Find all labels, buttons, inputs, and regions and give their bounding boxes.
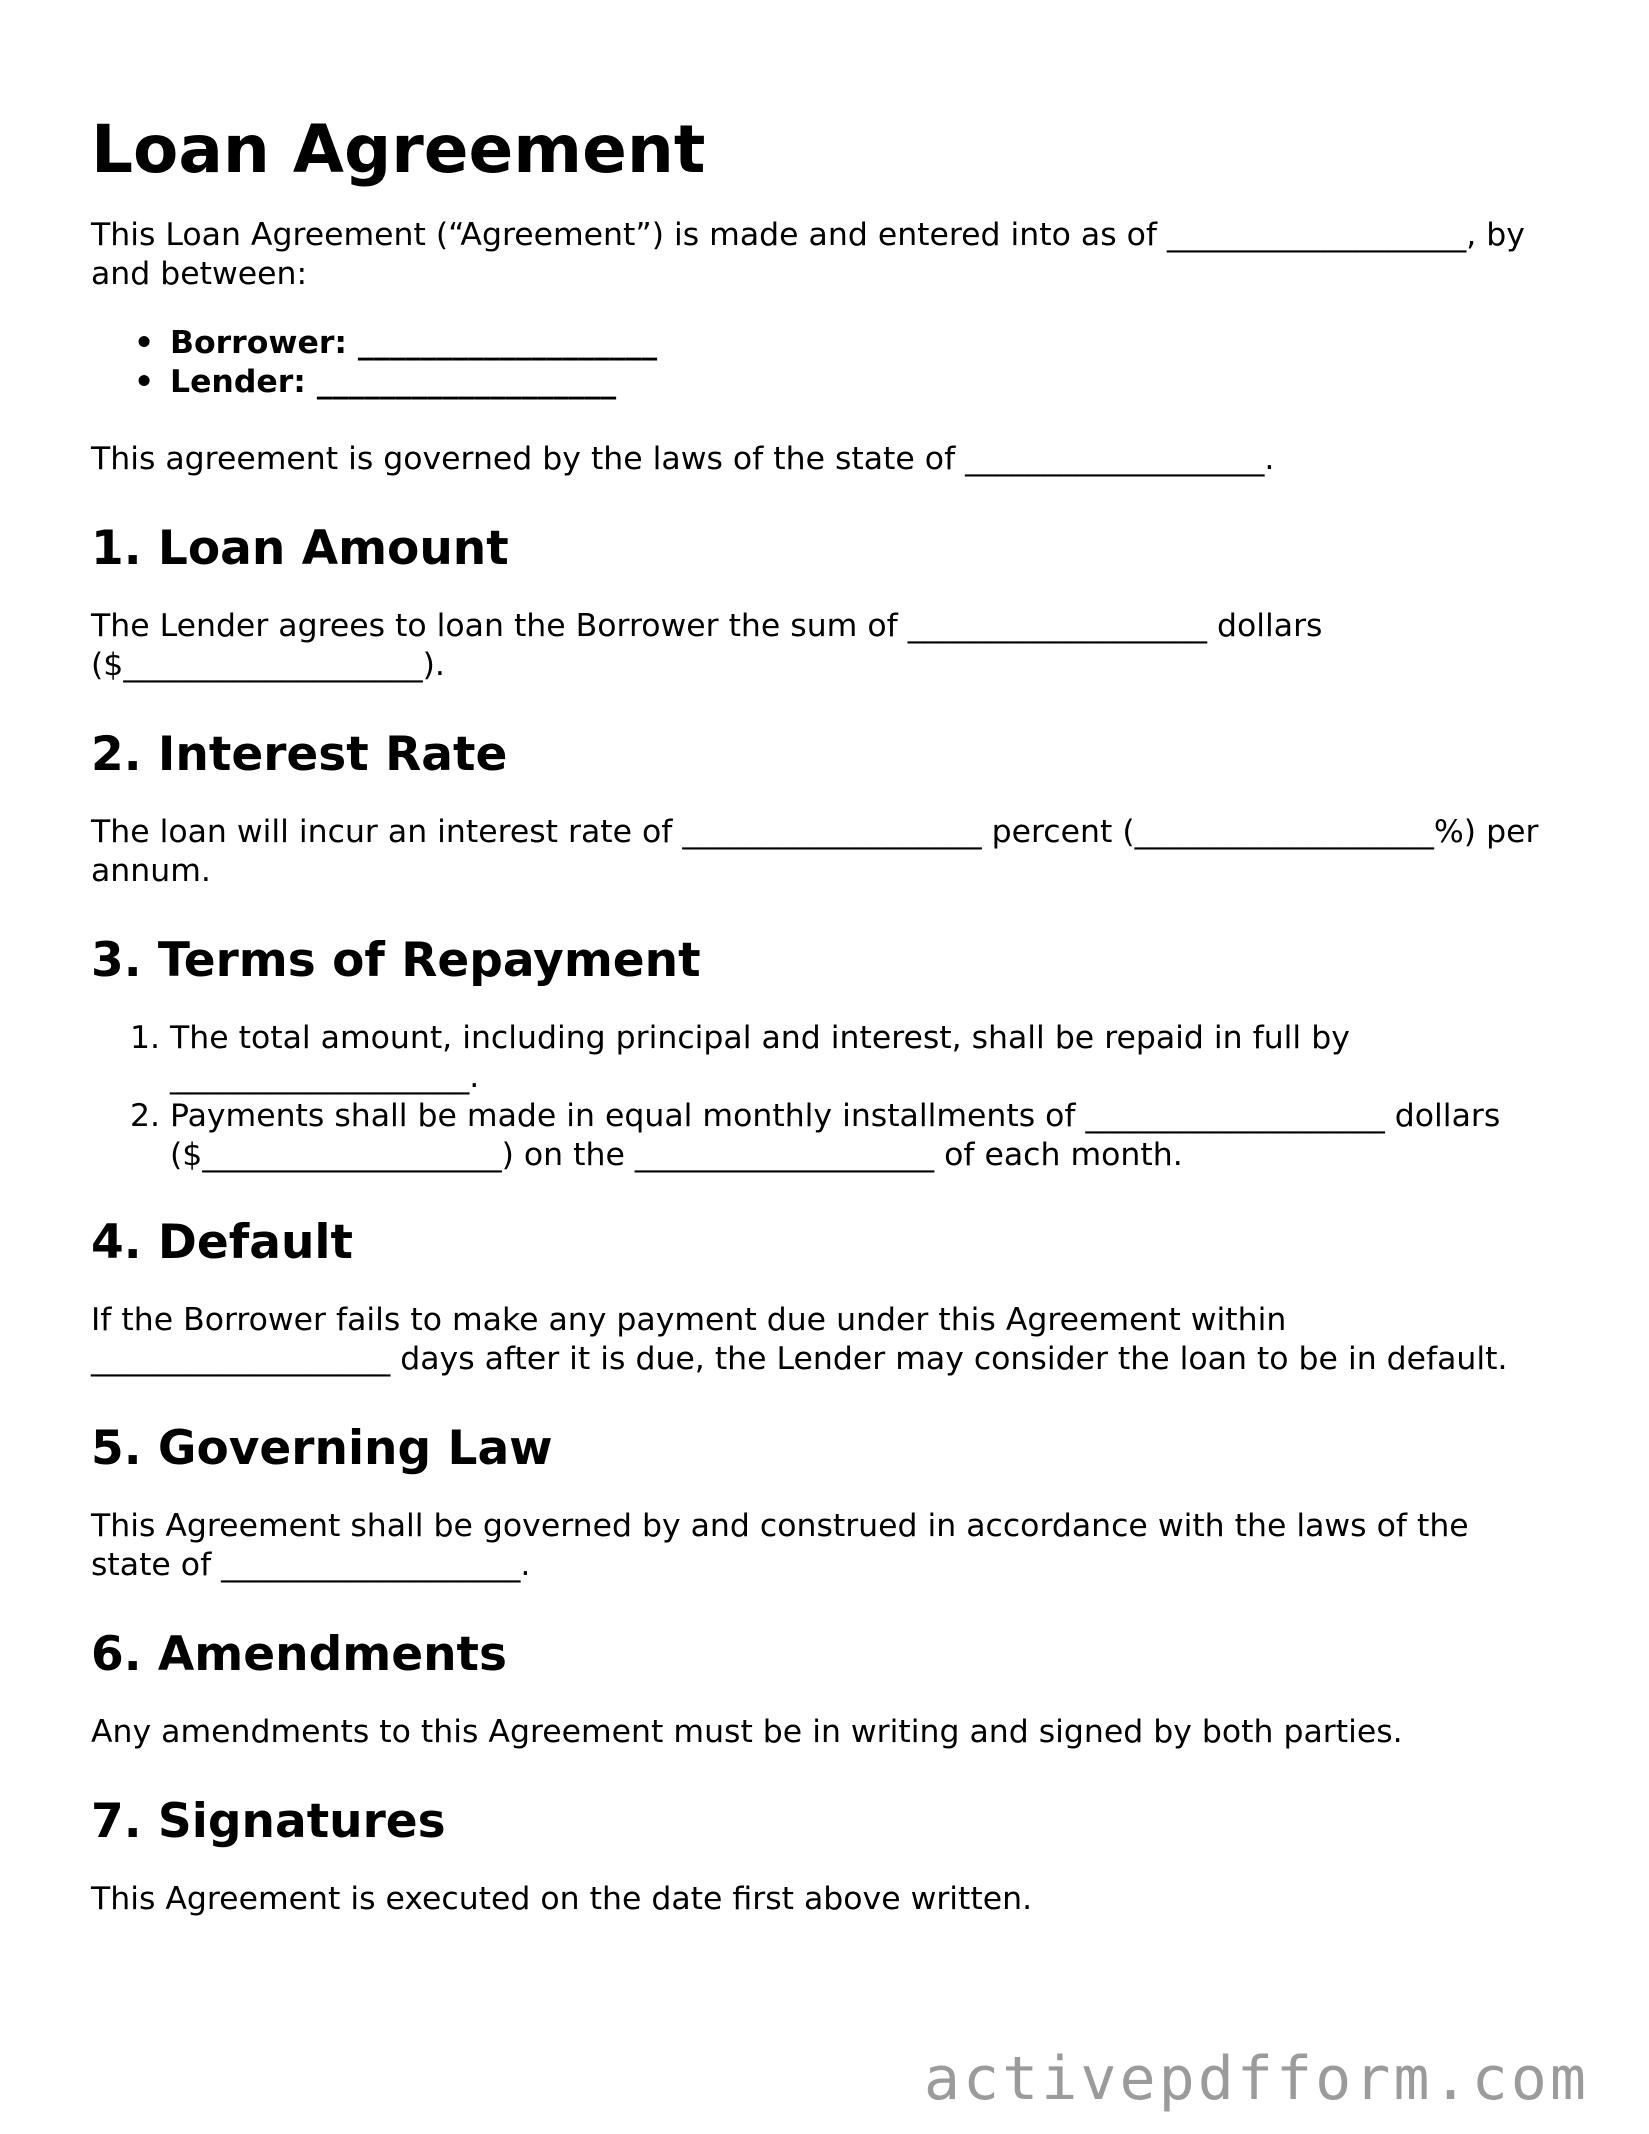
section-heading-repayment: 3. Terms of Repayment bbox=[91, 933, 701, 988]
section-heading-interest-rate: 2. Interest Rate bbox=[91, 727, 508, 782]
party-borrower: • Borrower: ___________________ bbox=[170, 324, 1571, 363]
repayment-item bbox=[130, 1097, 1570, 1175]
governing-law-paragraph: This Agreement shall be governed by and construed in accordance with the laws of the state of ___________________. bbox=[91, 1508, 1469, 1583]
section-heading-signatures: 7. Signatures bbox=[91, 1794, 446, 1849]
list-number: 1. bbox=[130, 1020, 161, 1056]
repayment-item bbox=[130, 1019, 1450, 1097]
section-heading-governing-law: 5. Governing Law bbox=[91, 1421, 553, 1476]
amendments-paragraph: Any amendments to this Agreement must be in writing and signed by both parties. bbox=[91, 1714, 1403, 1750]
document-title: Loan Agreement bbox=[91, 111, 706, 188]
repayment-item-text: The total amount, including principal and interest, shall be repaid in full by ___________________. bbox=[170, 1020, 1350, 1095]
repayment-list bbox=[91, 1019, 1571, 1175]
document-page bbox=[91, 110, 1571, 1919]
repayment-item-text: Payments shall be made in equal monthly installments of ___________________ dollars ($___________________) on the ___________________ of each month. bbox=[170, 1098, 1501, 1173]
watermark: activepdfform.com bbox=[923, 2044, 1589, 2114]
section-heading-amendments: 6. Amendments bbox=[91, 1627, 508, 1682]
governed-paragraph: This agreement is governed by the laws of the state of ___________________. bbox=[91, 441, 1275, 477]
list-number: 2. bbox=[130, 1098, 161, 1134]
party-lender: • Lender: ___________________ bbox=[170, 363, 1571, 402]
intro-paragraph: This Loan Agreement (“Agreement”) is made and entered into as of ___________________, by and between: bbox=[91, 217, 1525, 292]
loan-amount-paragraph: The Lender agrees to loan the Borrower the sum of ___________________ dollars ($___________________). bbox=[91, 608, 1323, 683]
interest-rate-paragraph: The loan will incur an interest rate of ___________________ percent (___________________%) per annum. bbox=[91, 814, 1539, 889]
parties-list bbox=[91, 324, 1571, 402]
section-heading-default: 4. Default bbox=[91, 1215, 354, 1270]
section-heading-loan-amount: 1. Loan Amount bbox=[91, 521, 509, 576]
default-paragraph: If the Borrower fails to make any payment due under this Agreement within ___________________ days after it is due, the Lender may consider the loan to be in default. bbox=[91, 1302, 1508, 1377]
signatures-paragraph: This Agreement is executed on the date first above written. bbox=[91, 1881, 1033, 1917]
